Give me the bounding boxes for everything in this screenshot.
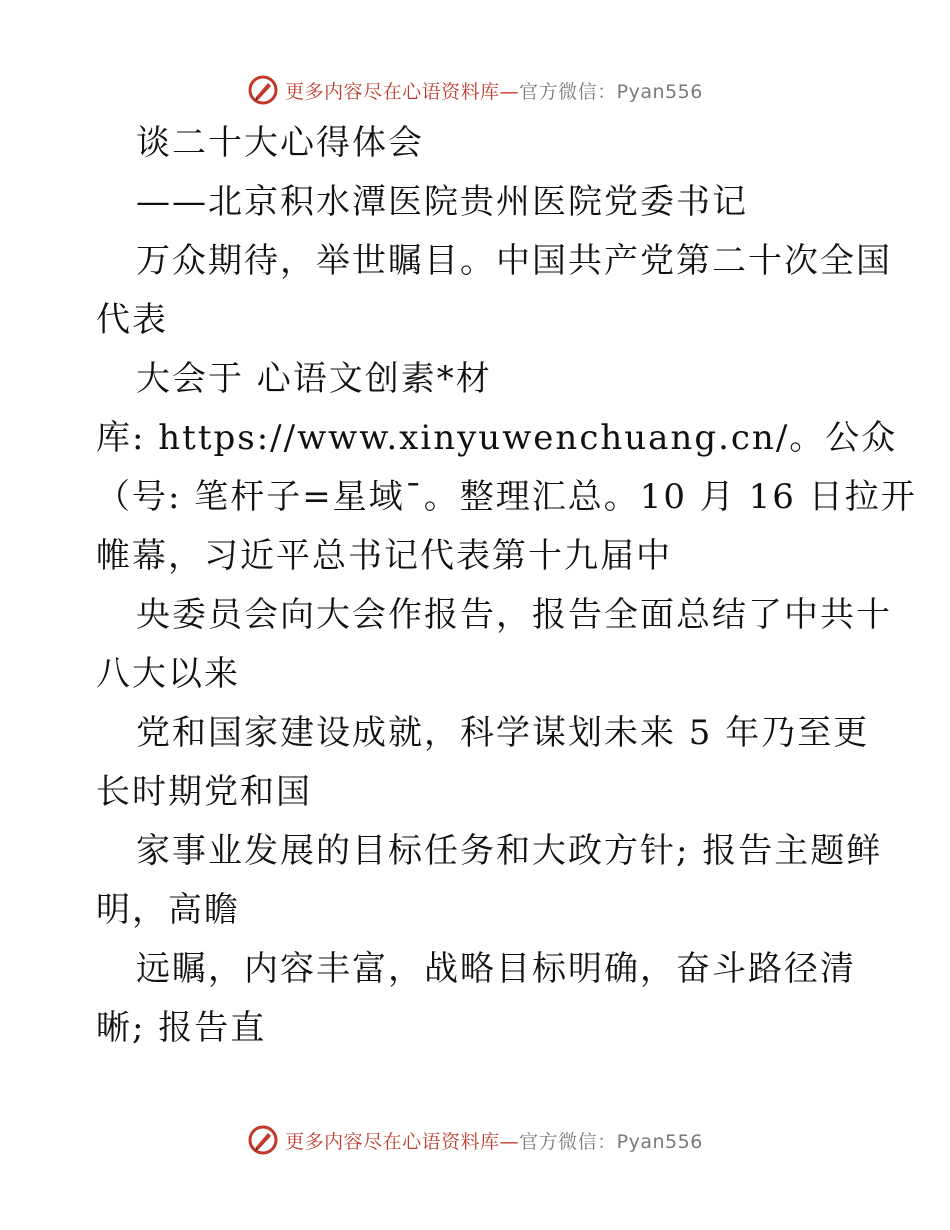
header-banner-title: 更多内容尽在心语资料库— xyxy=(285,80,520,103)
paragraph-line: 晰; 报告直 xyxy=(96,1008,267,1048)
paragraph-line: 党和国家建设成就，科学谋划未来 5 年乃至更 xyxy=(136,713,870,753)
paragraph-line: 长时期党和国 xyxy=(96,772,312,812)
footer-banner-text xyxy=(285,1127,703,1154)
document-body xyxy=(96,114,917,1058)
paragraph-line: 大会于 心语文创素*材 xyxy=(136,359,492,399)
paragraph-line: 央委员会向大会作报告，报告全面总结了中共十 xyxy=(136,595,892,635)
footer-banner-title: 更多内容尽在心语资料库— xyxy=(285,1130,520,1153)
paragraph-line: 库: https://www.xinyuwenchuang.cn/。公众 xyxy=(96,418,898,458)
paragraph-line: 代表 xyxy=(96,300,168,340)
header-banner-text xyxy=(285,77,703,104)
header-banner xyxy=(0,70,950,110)
paragraph-line: （号: 笔杆子=星域¯。整理汇总。10 月 16 日拉开 xyxy=(96,477,917,517)
paragraph-line: 八大以来 xyxy=(96,654,240,694)
document-title: 谈二十大心得体会 xyxy=(136,123,424,163)
document-subtitle: ——北京积水潭医院贵州医院党委书记 xyxy=(136,182,748,222)
pen-logo-icon xyxy=(247,1124,279,1156)
footer-banner xyxy=(0,1120,950,1160)
paragraph-line: 万众期待，举世瞩目。中国共产党第二十次全国 xyxy=(136,241,892,281)
paragraph-line: 远瞩，内容丰富，战略目标明确，奋斗路径清 xyxy=(136,949,856,989)
paragraph-line: 明，高瞻 xyxy=(96,890,240,930)
paragraph-line: 帷幕，习近平总书记代表第十九届中 xyxy=(96,536,672,576)
paragraph-line: 家事业发展的目标任务和大政方针; 报告主题鲜 xyxy=(136,831,883,871)
pen-logo-icon xyxy=(247,74,279,106)
footer-banner-wechat: 官方微信：Pyan556 xyxy=(519,1130,703,1153)
header-banner-wechat: 官方微信：Pyan556 xyxy=(519,80,703,103)
